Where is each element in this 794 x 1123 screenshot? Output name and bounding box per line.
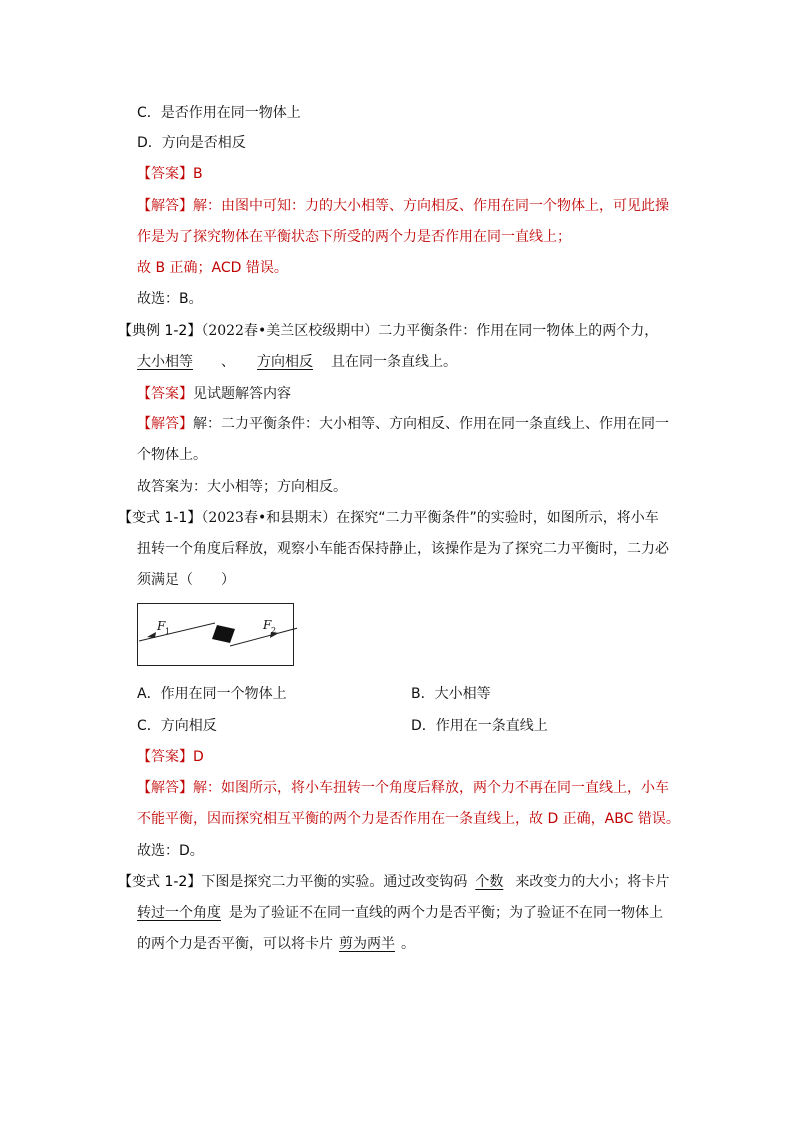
- explanation-text: 解：由图中可知：力的大小相等、方向相反、作用在同一个物体上，可见此操: [193, 198, 669, 214]
- f1-subscript: 1: [165, 627, 171, 636]
- explanation-tag: 【解答】: [137, 198, 193, 214]
- answer-tag: 【答案】: [137, 749, 193, 765]
- answer-blank-angle: 转过一个角度: [137, 905, 221, 921]
- answer-blank-1: 大小相等: [137, 354, 193, 370]
- answer-2: [137, 384, 291, 404]
- explanation-2-line-3: 故答案为：大小相等；方向相反。: [137, 479, 347, 495]
- explanation-1-line-3: 故 B 正确；ACD 错误。: [137, 260, 288, 276]
- answer-value: D: [193, 749, 204, 765]
- explanation-1-line-4: 故选：B。: [137, 291, 203, 307]
- variant-source: （2023春•和县期末）: [201, 510, 337, 526]
- example-1-2-line-2: [137, 352, 457, 372]
- answer-tag: 【答案】: [137, 166, 193, 182]
- variant-text-end: 。: [401, 936, 415, 952]
- variant-text: 下图是探究二力平衡的实验。通过改变钩码: [201, 874, 468, 890]
- answer-value: 见试题解答内容: [193, 386, 291, 402]
- variant-tag: 【变式 1-1】: [118, 510, 202, 526]
- variant-text-cont: 是为了验证不在同一直线的两个力是否平衡；为了验证不在同一物体上: [229, 905, 663, 921]
- option-d-previous: D．方向是否相反: [137, 135, 246, 151]
- explanation-text: 解：如图所示，将小车扭转一个角度后释放，两个力不再在同一直线上，小车: [193, 780, 669, 796]
- explanation-tag: 【解答】: [137, 780, 193, 796]
- example-end: 且在同一条直线上。: [331, 354, 457, 370]
- explanation-2-line-2: 个物体上。: [137, 447, 207, 463]
- explanation-tag: 【解答】: [137, 416, 193, 432]
- answer-tag: 【答案】: [137, 386, 193, 402]
- example-1-2-line-1: [118, 321, 680, 341]
- variant-1-2-line-2: [137, 903, 663, 923]
- answer-value: B: [193, 166, 203, 182]
- option-b: B．大小相等: [411, 686, 491, 702]
- separator: 、: [221, 354, 235, 370]
- variant-1-2-line-1: [118, 872, 669, 892]
- answer-1: [137, 164, 203, 184]
- twisted-card: [212, 625, 235, 643]
- answer-blank-cut: 剪为两半: [339, 936, 395, 952]
- variant-1-1-line-3: 须满足（ ）: [137, 572, 235, 588]
- example-text: 二力平衡条件：作用在同一物体上的两个力，: [378, 323, 659, 339]
- f2-label: F: [263, 618, 272, 632]
- variant-text: 在探究“二力平衡条件”的实验时，如图所示，将小车: [336, 510, 659, 526]
- explanation-1-line-1: [137, 196, 669, 216]
- answer-3: [137, 747, 204, 767]
- variant-text-cont: 的两个力是否平衡，可以将卡片: [137, 936, 333, 952]
- explanation-3-line-2: 不能平衡，因而探究相互平衡的两个力是否作用在一条直线上，故 D 正确，ABC 错误。: [137, 811, 680, 827]
- f2-subscript: 2: [271, 626, 277, 635]
- variant-text-cont: 来改变力的大小；将卡片: [515, 874, 670, 890]
- explanation-3-line-3: 故选：D。: [137, 843, 204, 859]
- example-tag: 【典例 1-2】: [118, 323, 202, 339]
- example-source: （2022春•美兰区校级期中）: [201, 323, 379, 339]
- option-c: C．方向相反: [137, 718, 217, 734]
- twisted-card-figure: [137, 603, 297, 667]
- variant-1-1-line-1: [118, 508, 659, 528]
- option-c-previous: C．是否作用在同一物体上: [137, 105, 301, 121]
- explanation-text: 解：二力平衡条件：大小相等、方向相反、作用在同一条直线上、作用在同一: [193, 416, 669, 432]
- option-a: A．作用在同一个物体上: [137, 686, 287, 702]
- explanation-2-line-1: [137, 414, 669, 434]
- variant-1-2-line-3: [137, 934, 415, 954]
- answer-blank-2: 方向相反: [257, 354, 313, 370]
- f1-arrowhead: [147, 632, 156, 638]
- left-string: [139, 623, 215, 641]
- variant-1-1-line-2: 扭转一个角度后释放，观察小车能否保持静止，该操作是为了探究二力平衡时，二力必: [137, 541, 669, 557]
- variant-tag: 【变式 1-2】: [118, 874, 202, 890]
- f1-label: F: [157, 619, 166, 633]
- option-d: D．作用在一条直线上: [411, 718, 548, 734]
- answer-blank-count: 个数: [475, 874, 504, 890]
- explanation-1-line-2: 作是为了探究物体在平衡状态下所受的两个力是否作用在同一直线上；: [137, 229, 571, 245]
- explanation-3-line-1: [137, 778, 669, 798]
